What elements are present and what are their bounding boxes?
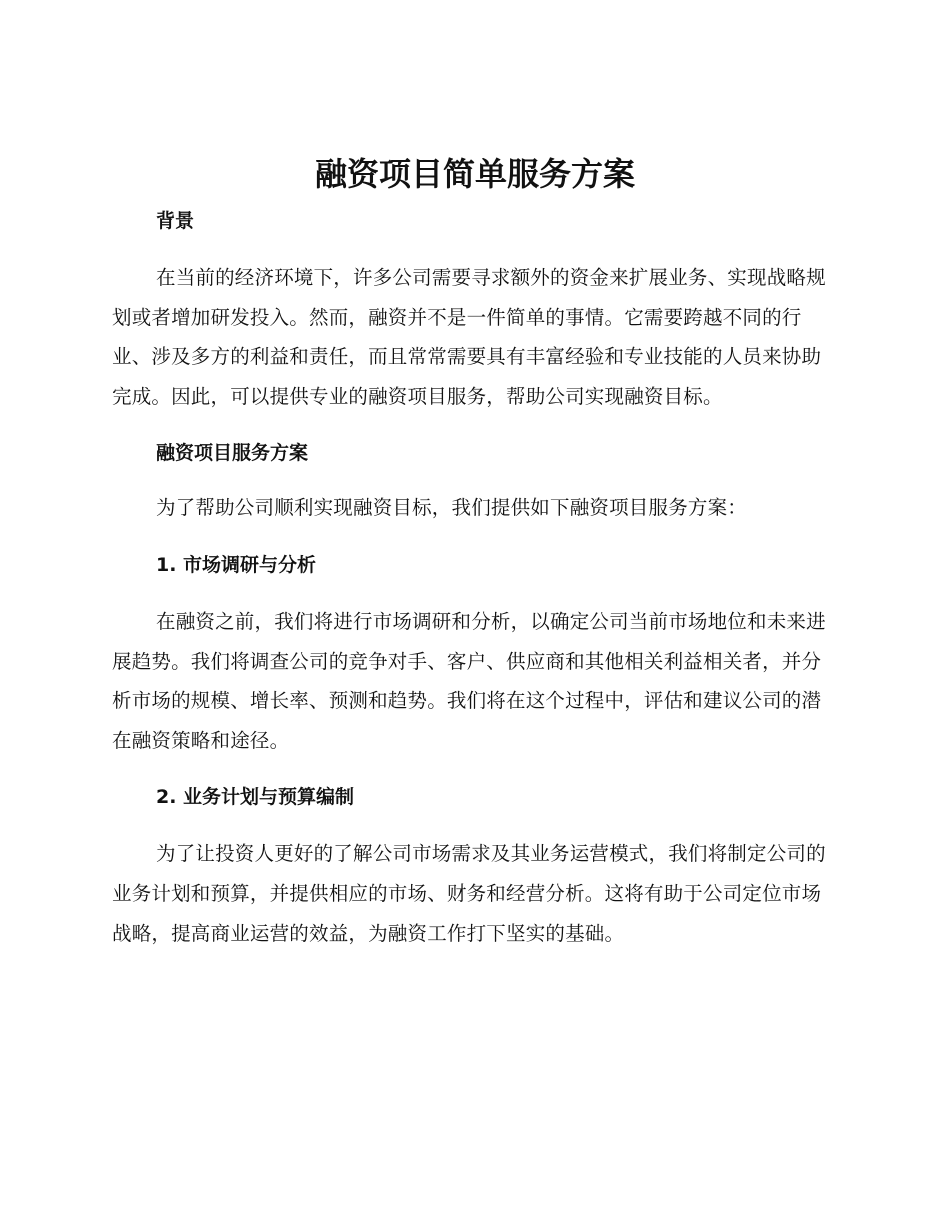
section-heading-business-plan: 2. 业务计划与预算编制 bbox=[156, 786, 355, 809]
paragraph-background: 在当前的经济环境下，许多公司需要寻求额外的资金来扩展业务、实现战略规划或者增加研发投入。然而，融资并不是一件简单的事情。它需要跨越不同的行业、涉及多方的利益和责任，而且常常需要具有丰富经验和专业技能的人员来协助完成。因此，可以提供专业的融资项目服务，帮助公司实现融资目标。 bbox=[112, 266, 826, 408]
section-heading-market-research: 1. 市场调研与分析 bbox=[156, 553, 317, 576]
paragraph-market-research: 在融资之前，我们将进行市场调研和分析，以确定公司当前市场地位和未来进展趋势。我们将调查公司的竞争对手、客户、供应商和其他相关利益相关者，并分析市场的规模、增长率、预测和趋势。我们将在这个过程中，评估和建议公司的潜在融资策略和途径。 bbox=[112, 609, 826, 752]
document-title: 融资项目简单服务方案 bbox=[314, 155, 635, 193]
paragraph-business-plan: 为了让投资人更好的了解公司市场需求及其业务运营模式，我们将制定公司的业务计划和预算，并提供相应的市场、财务和经营分析。这将有助于公司定位市场战略，提高商业运营的效益，为融资工作打下坚实的基础。 bbox=[112, 842, 826, 945]
paragraph-service-plan-intro: 为了帮助公司顺利实现融资目标，我们提供如下融资项目服务方案： bbox=[156, 496, 748, 520]
section-heading-background: 背景 bbox=[156, 210, 195, 232]
section-heading-service-plan: 融资项目服务方案 bbox=[156, 442, 309, 465]
